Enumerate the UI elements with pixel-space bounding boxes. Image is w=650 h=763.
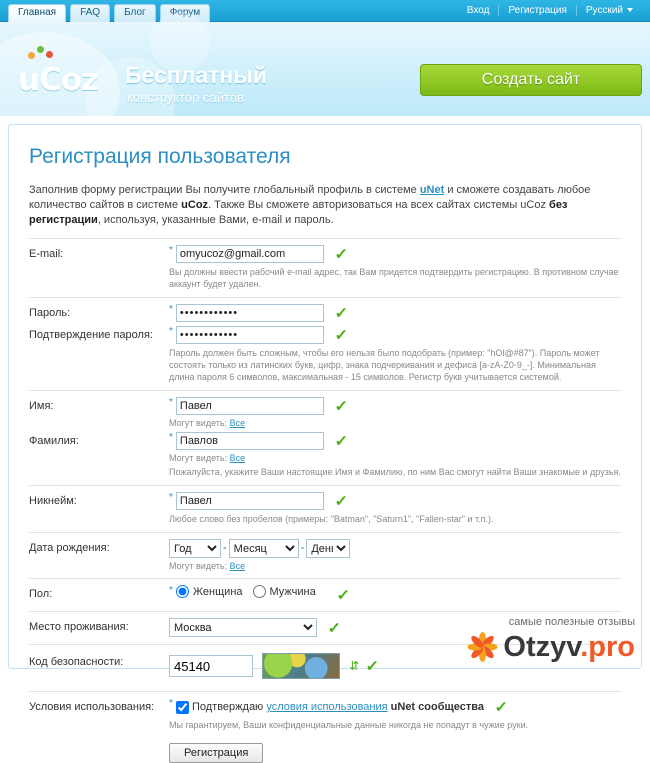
location-select[interactable] (169, 618, 317, 637)
submit-spacer (29, 737, 169, 740)
valid-check-icon: ✓ (336, 587, 351, 605)
required-star: * (169, 698, 173, 710)
location-label: Место проживания: (29, 621, 129, 634)
captcha-image (262, 653, 340, 679)
captcha-field[interactable] (169, 655, 253, 677)
valid-check-icon: ✓ (334, 493, 349, 510)
watermark-tagline: самые полезные отзывы (508, 616, 635, 628)
valid-check-icon: ✓ (334, 246, 349, 263)
nav-tab-home-label: Главная (18, 6, 57, 18)
gender-female-label: Женщина (192, 585, 243, 598)
email-field[interactable] (176, 245, 324, 263)
required-star: * (169, 397, 173, 408)
captcha-label: Код безопасности: (29, 656, 124, 669)
email-hint: Вы должны ввести рабочий e-mail адрес, так Вам придется подтвердить регистрацию. В противном случае аккаунт будет удален. (169, 267, 619, 289)
password-hint: Пароль должен быть сложным, чтобы его нельзя было подобрать (пример: "hOl@#87"). Пароль может состоять только из латинских букв, цифр, знака подчеркивания и дефиса [a-zA-Z0-9_-]. Минимальная длина пароля 6 символов, максимальная - 15 символов. Регистр букв учитывается системой. (169, 348, 600, 382)
watermark-brand (465, 630, 635, 664)
registration-panel (8, 124, 642, 760)
nav-tab-faq-label: FAQ (80, 6, 101, 18)
required-star: * (169, 585, 173, 596)
birth-year-select[interactable] (169, 539, 221, 558)
gender-male-option[interactable] (253, 585, 316, 598)
terms-row (29, 692, 621, 731)
site-header (0, 22, 650, 116)
valid-check-icon: ✓ (334, 433, 349, 450)
nickname-hint: Любое слово без пробелов (примеры: "Batman", "Saturn1", "Fallen-star" и т.п.). (169, 514, 494, 524)
gender-label: Пол: (29, 588, 53, 600)
chevron-down-icon (627, 8, 633, 12)
burst-icon (465, 630, 499, 664)
intro-text-bold2: без регистрации (29, 199, 568, 226)
submit-row (29, 731, 621, 763)
nav-tab-home[interactable] (8, 4, 66, 22)
valid-check-icon: ✓ (365, 658, 380, 676)
lastname-visibility-note (169, 453, 621, 463)
ucoz-logo[interactable] (18, 62, 98, 98)
ucoz-logo-text: uCoz (18, 62, 99, 98)
register-submit-button[interactable]: Регистрация (169, 743, 263, 763)
date-separator: - (223, 542, 227, 555)
firstname-label: Имя: (29, 400, 54, 412)
birth-month-select[interactable] (229, 539, 299, 558)
password-row (29, 298, 621, 322)
valid-check-icon: ✓ (334, 398, 349, 415)
birthday-visibility-link[interactable]: Все (229, 561, 246, 571)
watermark-brand-suffix: .pro (580, 631, 635, 663)
nav-tab-blog-label: Блог (124, 6, 146, 18)
intro-text-part3: . Также Вы сможете авторизоваться на всех сайтах системы uCoz (208, 199, 550, 211)
birth-day-select[interactable] (306, 539, 350, 558)
valid-check-icon: ✓ (334, 327, 349, 344)
slogan-main: Бесплатный (125, 62, 268, 88)
firstname-row (29, 391, 621, 428)
intro-text (29, 183, 621, 228)
gender-row (29, 579, 621, 604)
firstname-visibility-link[interactable]: Все (229, 418, 246, 428)
create-site-button[interactable] (420, 64, 642, 96)
top-right-links (458, 5, 642, 16)
gender-female-option[interactable] (176, 585, 243, 598)
terms-checkbox[interactable] (176, 701, 189, 714)
email-row (29, 239, 621, 290)
login-link[interactable] (458, 5, 499, 16)
password-confirm-label: Подтверждение пароля: (29, 329, 153, 341)
gender-female-radio[interactable] (176, 585, 189, 598)
watermark-brand-name: Otzyv (503, 631, 581, 663)
valid-check-icon: ✓ (334, 305, 349, 322)
logo-dots-icon (28, 46, 58, 62)
firstname-visibility-note (169, 418, 621, 428)
nickname-field[interactable] (176, 492, 324, 510)
unet-link[interactable]: uNet (419, 184, 445, 196)
valid-check-icon: ✓ (494, 699, 509, 717)
top-navigation-bar (0, 0, 650, 22)
lastname-row (29, 428, 621, 478)
lastname-label: Фамилия: (29, 435, 79, 447)
terms-hint: Мы гарантируем, Ваши конфиденциальные данные никогда не попадут в чужие руки. (169, 720, 529, 731)
name-hint: Пожалуйста, укажите Ваши настоящие Имя и Фамилию, по ним Вас смогут найти Ваши знакомые и друзья. (169, 467, 621, 477)
nav-tab-blog[interactable] (114, 4, 156, 22)
lastname-field[interactable] (176, 432, 324, 450)
watermark-brand-text (503, 632, 635, 662)
nickname-row (29, 486, 621, 525)
intro-text-bold: uCoz (181, 199, 209, 211)
date-separator: - (300, 542, 305, 555)
register-link[interactable] (498, 5, 575, 16)
nav-tab-forum-label: Форум (169, 6, 201, 18)
terms-text (192, 701, 487, 713)
terms-text-part1: Подтверждаю (191, 701, 267, 713)
password-field[interactable] (176, 304, 324, 322)
firstname-visibility-prefix: Могут видеть: (169, 418, 230, 428)
refresh-captcha-icon[interactable]: ⇵ (349, 659, 360, 674)
create-site-button-label: Создать сайт (481, 71, 581, 88)
language-selector-label: Русский (585, 5, 623, 16)
email-label: E-mail: (29, 248, 64, 260)
register-link-label: Регистрация (508, 5, 567, 16)
language-selector[interactable] (576, 5, 642, 16)
birthday-label: Дата рождения: (29, 542, 110, 554)
terms-text-part2: uNet сообщества (387, 701, 484, 713)
terms-label: Условия использования: (29, 701, 155, 714)
password-confirm-row (29, 322, 621, 383)
birthday-row (29, 533, 621, 571)
terms-link[interactable]: условия использования (266, 701, 388, 713)
watermark (465, 616, 635, 664)
intro-text-part2: и сможете создавать любое количество сайтов в системе (29, 184, 591, 211)
required-star: * (169, 492, 173, 503)
nav-tab-faq[interactable] (70, 4, 110, 22)
required-star: * (169, 326, 173, 337)
login-link-label: Вход (466, 5, 490, 16)
page-title: Регистрация пользователя (29, 145, 291, 168)
password-confirm-field[interactable] (176, 326, 324, 344)
lastname-visibility-link[interactable]: Все (229, 453, 246, 463)
firstname-field[interactable] (176, 397, 324, 415)
gender-male-label: Мужчина (269, 585, 316, 598)
password-label: Пароль: (29, 307, 71, 319)
valid-check-icon: ✓ (327, 619, 342, 637)
birthday-visibility-note (169, 561, 621, 571)
nickname-label: Никнейм: (29, 495, 77, 507)
intro-text-part1: Заполнив форму регистрации Вы получите глобальный профиль в системе (29, 184, 420, 196)
intro-text-part4: , используя, указанные Вами, e-mail и пароль. (97, 214, 334, 226)
gender-male-radio[interactable] (253, 585, 266, 598)
slogan-sub: конструктор сайтов (127, 90, 244, 105)
lastname-visibility-prefix: Могут видеть: (169, 453, 230, 463)
required-star: * (169, 432, 173, 443)
required-star: * (169, 304, 173, 315)
required-star: * (169, 245, 173, 256)
birthday-visibility-prefix: Могут видеть: (169, 561, 230, 571)
